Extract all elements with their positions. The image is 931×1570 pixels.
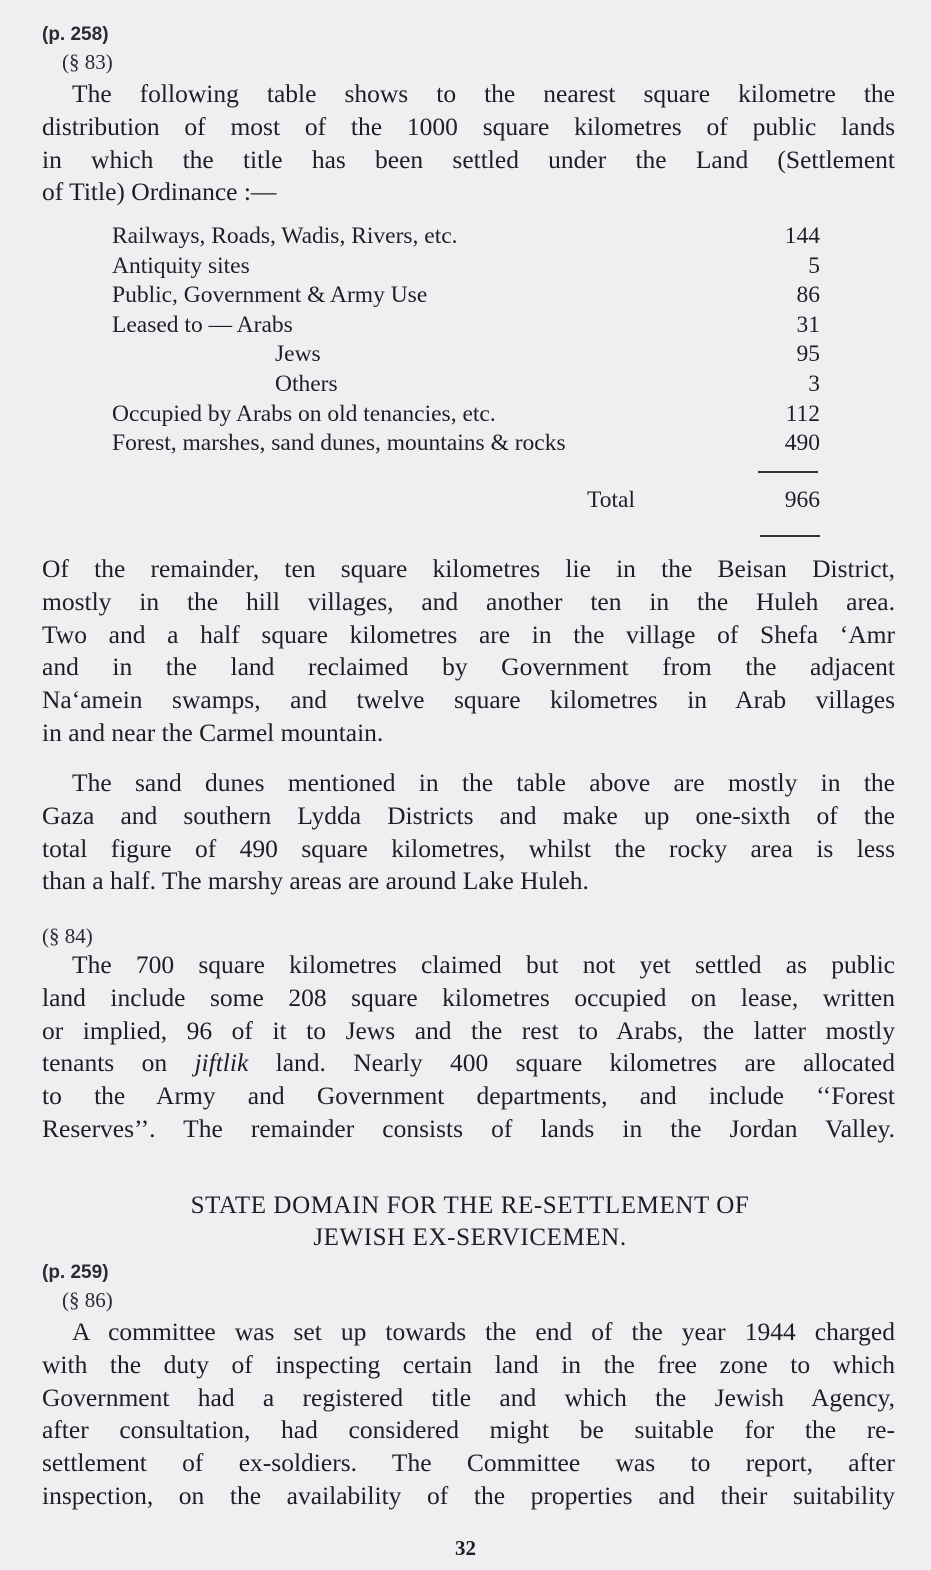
italic-term: jiftlik (194, 1048, 249, 1078)
row-value: 112 (785, 400, 820, 427)
text-line: or implied, 96 of it to Jews and the rest to Arabs, the latter mostly (42, 1015, 895, 1045)
text-line: The sand dunes mentioned in the table above are mostly in the (72, 768, 895, 797)
page-reference: (p. 259) (42, 1262, 109, 1283)
text-line: The 700 square kilometres claimed but not yet settled as public (72, 950, 895, 979)
row-label: Railways, Roads, Wadis, Rivers, etc. (112, 223, 458, 249)
section-reference: (§ 83) (62, 50, 113, 74)
text-line: A committee was set up towards the end of the year 1944 charged (72, 1317, 895, 1346)
row-value: 144 (784, 223, 820, 249)
row-value: 490 (784, 430, 820, 457)
text-line: in which the title has been settled under the Land (Settlement (42, 144, 895, 174)
text-line: after consultation, had considered might be suitable for the re- (42, 1415, 895, 1445)
paragraph-committee (42, 1316, 895, 1513)
row-label: Public, Government & Army Use (112, 282, 428, 309)
row-label: Occupied by Arabs on old tenancies, etc. (112, 400, 496, 427)
text-line: Gaza and southern Lydda Districts and make up one-sixth of the (42, 800, 895, 830)
section-reference: (§ 84) (42, 924, 93, 948)
table-row (112, 222, 820, 252)
table-row (112, 429, 820, 459)
land-distribution-table (112, 222, 820, 459)
row-label: Antiquity sites (112, 252, 250, 279)
text-line: Government had a registered title and which the Jewish Agency, (42, 1382, 895, 1412)
text: land. Nearly 400 square kilometres are allocated (248, 1048, 895, 1078)
text-line: Two and a half square kilometres are in the village of Shefa ‘Amr (42, 619, 895, 649)
paragraph-sand-dunes (42, 767, 895, 898)
table-row (112, 252, 820, 282)
table-row (112, 340, 820, 370)
section-reference: (§ 86) (62, 1288, 113, 1312)
text-line: settlement of ex-soldiers. The Committee was to report, after (42, 1448, 895, 1478)
text-line: and in the land reclaimed by Government from the adjacent (42, 652, 895, 682)
text-line: Reserves’’. The remainder consists of lands in the Jordan Valley. (42, 1113, 895, 1143)
row-label: Others (275, 370, 338, 397)
table-row (112, 281, 820, 311)
text-line-italic (42, 1047, 895, 1080)
row-value: 5 (808, 252, 820, 279)
text-line: inspection, on the availability of the properties and their suitability (42, 1480, 895, 1510)
row-value: 3 (808, 370, 820, 397)
row-value: 86 (796, 282, 820, 309)
paragraph-unsettled-land (42, 949, 895, 1146)
text: tenants on (42, 1048, 195, 1078)
text-line: total figure of 490 square kilometres, whilst the rocky area is less (42, 833, 895, 863)
row-value: 95 (796, 341, 820, 368)
row-label: Leased to — Arabs (112, 311, 293, 338)
text-line: to the Army and Government departments, and include ‘‘Forest (42, 1081, 895, 1111)
table-row (112, 311, 820, 341)
text-line: The following table shows to the nearest square kilometre the (72, 79, 895, 108)
table-row (112, 400, 820, 430)
paragraph-remainder (42, 553, 895, 750)
total-rule (760, 535, 820, 537)
page-number: 32 (455, 1536, 476, 1560)
text-line: land include some 208 square kilometres occupied on lease, written (42, 982, 895, 1012)
text-line: in and near the Carmel mountain. (42, 717, 384, 747)
row-label: Jews (275, 341, 321, 368)
heading-line: STATE DOMAIN FOR THE RE-SETTLEMENT OF (190, 1192, 750, 1219)
text-line: Na‘amein swamps, and twelve square kilometres in Arab villages (42, 685, 895, 715)
row-value: 31 (796, 311, 820, 338)
table-total-row (112, 487, 820, 517)
text-line: of Title) Ordinance :— (42, 177, 277, 207)
page-reference: (p. 258) (42, 24, 109, 45)
text-line: mostly in the hill villages, and another ten in the Huleh area. (42, 586, 895, 616)
heading-line: JEWISH EX-SERVICEMEN. (313, 1224, 627, 1251)
table-row (112, 370, 820, 400)
section-heading (60, 1190, 880, 1254)
text-line: distribution of most of the 1000 square kilometres of public lands (42, 111, 895, 141)
text-line: Of the remainder, ten square kilometres lie in the Beisan District, (42, 554, 895, 583)
total-label: Total (587, 487, 635, 513)
total-value: 966 (784, 487, 820, 513)
paragraph-intro (42, 78, 895, 209)
text-line: with the duty of inspecting certain land in the free zone to which (42, 1349, 895, 1379)
text-line: than a half. The marshy areas are around Lake Huleh. (42, 866, 589, 896)
row-label: Forest, marshes, sand dunes, mountains & rocks (112, 430, 566, 457)
sum-rule (758, 471, 818, 473)
